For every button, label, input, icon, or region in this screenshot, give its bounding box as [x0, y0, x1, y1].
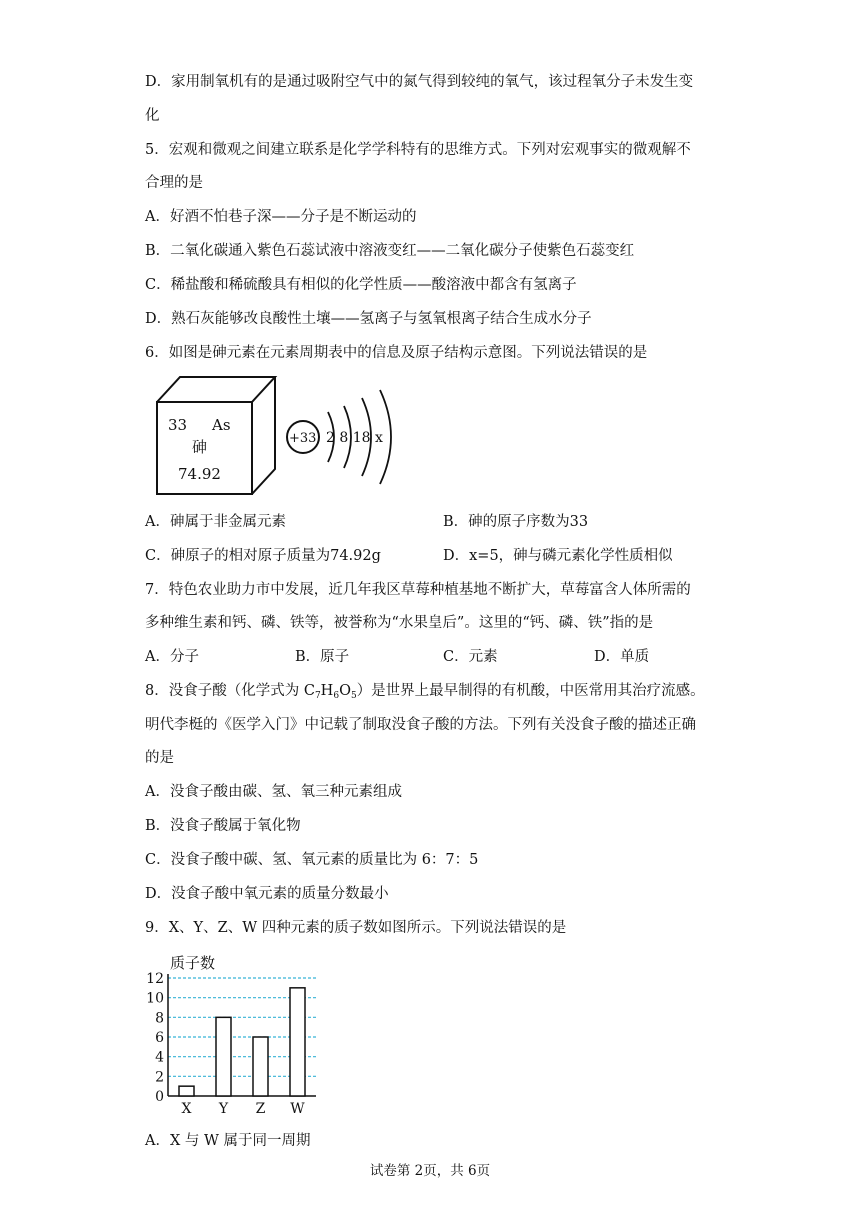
element-mass: 74.92: [178, 465, 221, 483]
element-number: 33: [168, 416, 188, 434]
q8-stem-line1: [145, 681, 705, 706]
formula-h: H: [320, 683, 334, 699]
q5-option-b: B．二氧化碳通入紫色石蕊试液中溶液变红——二氧化碳分子使紫色石蕊变红: [145, 243, 635, 259]
proton-number-chart: [140, 950, 340, 1120]
bar-y: [216, 1017, 231, 1096]
x-tick-label: Y: [218, 1101, 229, 1117]
x-tick-label: Z: [255, 1101, 266, 1117]
q9-option-a: A．X 与 W 属于同一周期: [145, 1133, 311, 1149]
chart-ylabel: 质子数: [170, 954, 216, 972]
nucleus-charge: +33: [289, 431, 317, 446]
q6-option-a: A．砷属于非金属元素: [145, 514, 286, 530]
q5-stem-line1: 5．宏观和微观之间建立联系是化学学科特有的思维方式。下列对宏观事实的微观解不: [145, 142, 691, 158]
bar-w: [290, 988, 305, 1096]
q5-stem-line2: 合理的是: [145, 175, 203, 191]
q8-stem-pre: 8．没食子酸（化学式为 C: [145, 683, 315, 699]
element-symbol: As: [212, 416, 231, 434]
x-tick-label: X: [181, 1101, 192, 1117]
q8-option-a: A．没食子酸由碳、氢、氧三种元素组成: [145, 784, 402, 800]
q8-stem-post: ）是世界上最早制得的有机酸，中医常用其治疗流感。: [356, 683, 705, 699]
q7-option-b: B．原子: [295, 649, 350, 665]
q6-option-d: D．x=5，砷与磷元素化学性质相似: [443, 548, 673, 564]
element-name: 砷: [192, 438, 208, 456]
y-tick-label: 2: [155, 1069, 164, 1086]
q8-stem-line3: 的是: [145, 750, 174, 766]
y-tick-label: 10: [146, 990, 164, 1007]
q7-stem-line1: 7．特色农业助力市中发展，近几年我区草莓种植基地不断扩大，草莓富含人体所需的: [145, 582, 691, 598]
q7-option-a: A．分子: [145, 649, 199, 665]
y-tick-label: 8: [155, 1010, 164, 1027]
formula-o: O: [339, 683, 351, 699]
q7-option-d: D．单质: [594, 649, 650, 665]
q6-stem: 6．如图是砷元素在元素周期表中的信息及原子结构示意图。下列说法错误的是: [145, 345, 648, 361]
q5-option-c: C．稀盐酸和稀硫酸具有相似的化学性质——酸溶液中都含有氢离子: [145, 277, 577, 293]
x-tick-label: W: [290, 1101, 305, 1117]
q9-stem: 9．X、Y、Z、W 四种元素的质子数如图所示。下列说法错误的是: [145, 920, 567, 936]
q5-option-a: A．好酒不怕巷子深——分子是不断运动的: [145, 209, 417, 225]
y-tick-label: 12: [146, 971, 164, 987]
formula-sub-o: 5: [350, 691, 357, 701]
q4-option-d-line2: 化: [145, 108, 160, 124]
q7-stem-line2: 多种维生素和钙、磷、铁等，被誉称为“水果皇后”。这里的“钙、磷、铁”指的是: [145, 615, 654, 631]
q7-option-c: C．元素: [443, 649, 498, 665]
y-tick-label: 6: [155, 1030, 164, 1046]
q8-option-b: B．没食子酸属于氧化物: [145, 818, 301, 834]
q6-option-b: B．砷的原子序数为33: [443, 514, 589, 530]
y-tick-label: 4: [155, 1049, 164, 1066]
q8-option-c: C．没食子酸中碳、氢、氧元素的质量比为 6：7：5: [145, 852, 479, 868]
shell-electrons: 2 8 18 x: [326, 430, 383, 446]
formula-sub-h: 6: [333, 691, 340, 701]
formula-sub-c: 7: [314, 691, 321, 701]
bar-x: [179, 1086, 194, 1096]
q5-option-d: D．熟石灰能够改良酸性土壤——氢离子与氢氧根离子结合生成水分子: [145, 311, 592, 327]
q6-figure: [150, 372, 410, 502]
q8-option-d: D．没食子酸中氧元素的质量分数最小: [145, 886, 389, 902]
y-tick-label: 0: [155, 1089, 164, 1105]
q6-option-c: C．砷原子的相对原子质量为74.92g: [145, 548, 381, 564]
bar-z: [253, 1037, 268, 1096]
q8-stem-line2: 明代李梃的《医学入门》中记载了制取没食子酸的方法。下列有关没食子酸的描述正确: [145, 717, 696, 733]
q4-option-d-line1: D．家用制氧机有的是通过吸附空气中的氮气得到较纯的氧气，该过程氧分子未发生变: [145, 74, 694, 90]
page-footer: 试卷第 2页，共 6页: [369, 1163, 491, 1179]
